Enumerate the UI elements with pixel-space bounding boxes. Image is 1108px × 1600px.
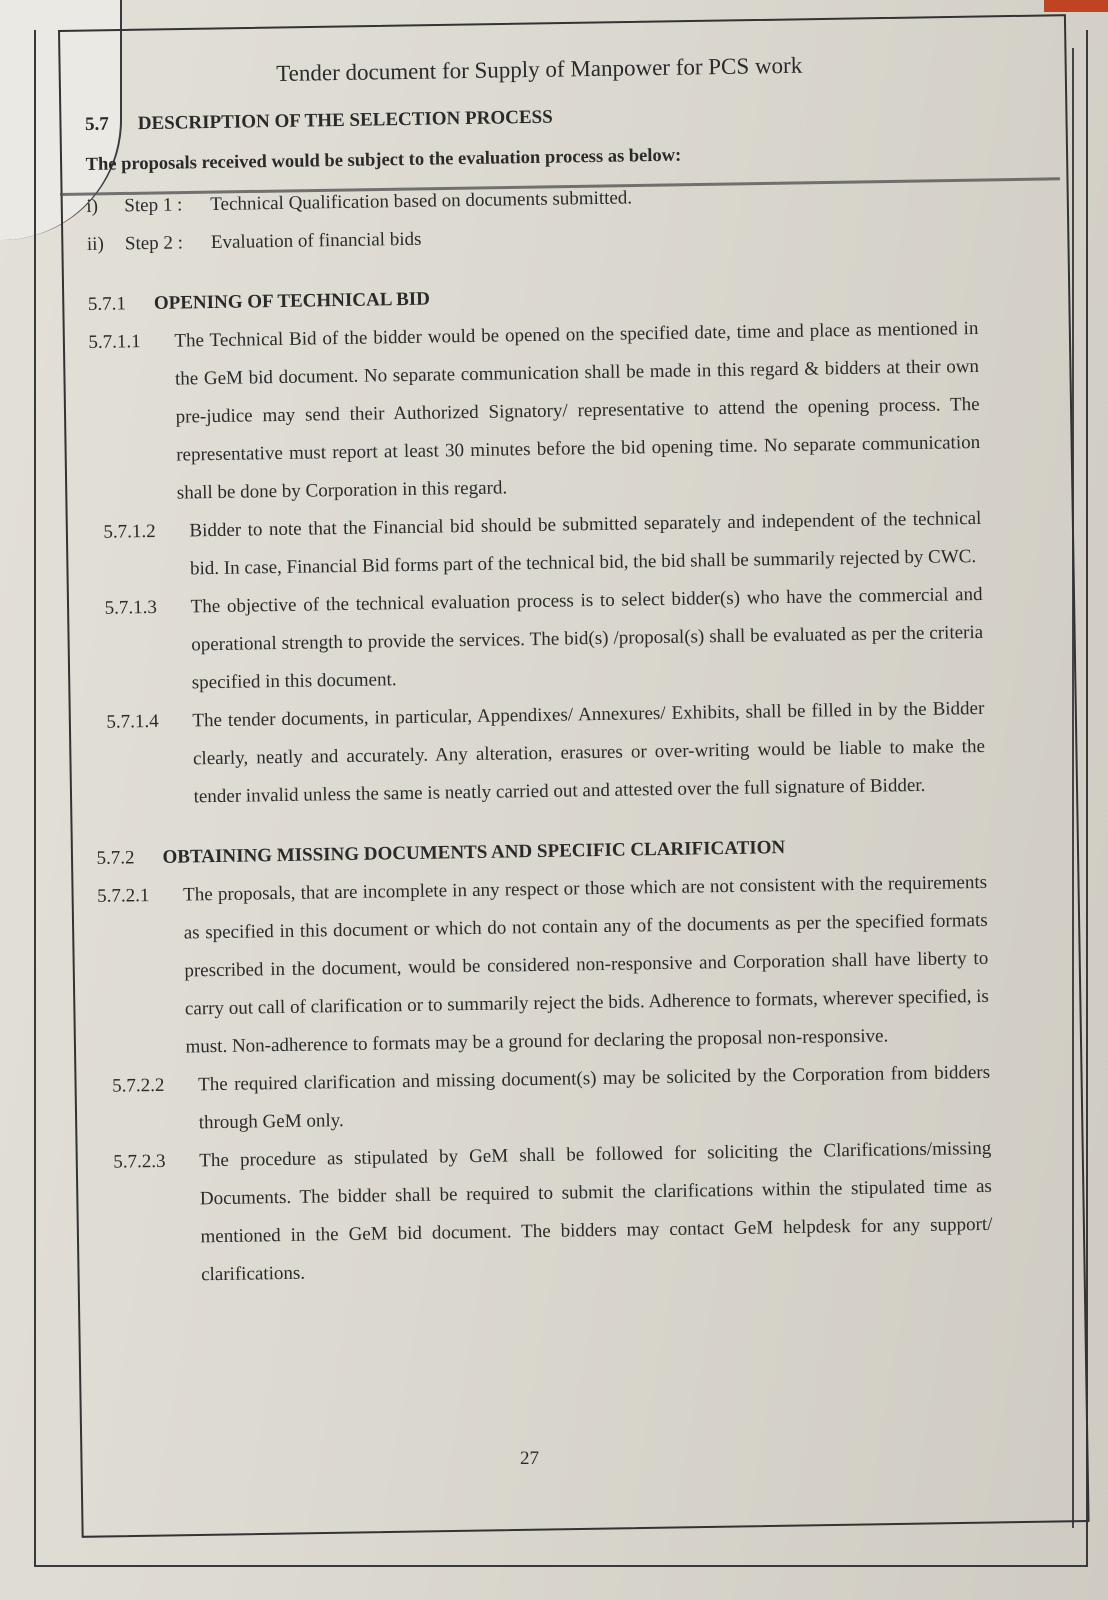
clause [97,864,990,1068]
corner-object [1044,0,1108,12]
clause [103,500,982,590]
clause [104,576,984,704]
clause-text: The tender documents, in particular, Appendixes/ Annexures/ Exhibits, shall be filled in by the Bidder clearly, neatly and accurately. Any alteration, erasures or over-writing would be liable to make the tender invalid unless the same is neatly carried out and attested over the full signature of Bidder. [192,697,986,808]
subsection-title: OBTAINING MISSING DOCUMENTS AND SPECIFIC CLARIFICATION [162,837,786,868]
clause [106,690,986,818]
clause-number: 5.7.2.1 [97,885,150,907]
document-content [84,44,993,1296]
step-text: Technical Qualification based on documents submitted. [210,187,633,216]
clause-text: The proposals, that are incomplete in any respect or those which are not consistent with the requirements as specified in this document or which do not contain any of the documents as per the specified formats prescribed in the document, would be considered non-responsive and Corporation shall have liberty to carry out call of clarification or to summarily reject the bids. Adherence to formats, wherever specified, is must. Non-adherence to formats may be a ground for declaring the proposal non-responsive. [182,871,990,1058]
page-number: 27 [520,1448,539,1469]
subsection-title: OPENING OF TECHNICAL BID [153,288,431,314]
clause-number: 5.7.1.4 [106,710,159,733]
clause-text: The objective of the technical evaluation process is to select bidder(s) who have the commercial and operational strength to provide the services. The bid(s) /proposal(s) shall be evaluated as per the criteria specified in this document. [190,583,984,694]
clause-text: The Technical Bid of the bidder would be opened on the specified date, time and place as mentioned in the GeM bid document. No separate communication shall be made in this regard & bidders at their own pre-judice may send their Authorized Signatory/ representative to attend the opening process. The representative must report at least 30 minutes before the bid opening time. No separate communication shall be done by Corporation in this regard. [174,317,981,504]
clause-number: 5.7.2.2 [111,1074,165,1097]
document-title: Tender document for Supply of Manpower for PCS work [276,52,803,86]
clause [88,310,981,514]
clause [112,1054,991,1144]
clause-text: The procedure as stipulated by GeM shall be followed for soliciting the Clarifications/missing Documents. The bidder shall be required to submit the clarifications within the stipulated time as mentioned in the GeM bid document. The bidders may contact GeM helpdesk for any support/ clarifications. [199,1137,993,1286]
clause-number: 5.7.1.2 [103,520,156,543]
clause-number: 5.7.1.3 [104,596,158,619]
step-number: i) [86,195,99,217]
section-number: 5.7 [84,113,109,135]
section-title: DESCRIPTION OF THE SELECTION PROCESS [137,106,553,135]
step-label: Step 2 : [124,232,184,255]
clause [113,1130,993,1296]
subsection-number: 5.7.2 [96,847,135,869]
subsection-number: 5.7.1 [87,293,127,315]
clause-text: The required clarification and missing document(s) may be solicited by the Corporation from bidders through GeM only. [197,1061,991,1134]
step-text: Evaluation of financial bids [210,228,422,254]
step-label: Step 1 : [124,194,183,217]
step-number: ii) [86,233,104,255]
clause-text: Bidder to note that the Financial bid should be submitted separately and independent of the technical bid. In case, Financial Bid forms part of the technical bid, the bid shall be summarily rejected by CWC. [189,507,982,580]
clause-number: 5.7.2.3 [113,1150,166,1173]
section-intro: The proposals received would be subject to the evaluation process as below: [85,145,682,175]
clause-number: 5.7.1.1 [88,331,141,353]
